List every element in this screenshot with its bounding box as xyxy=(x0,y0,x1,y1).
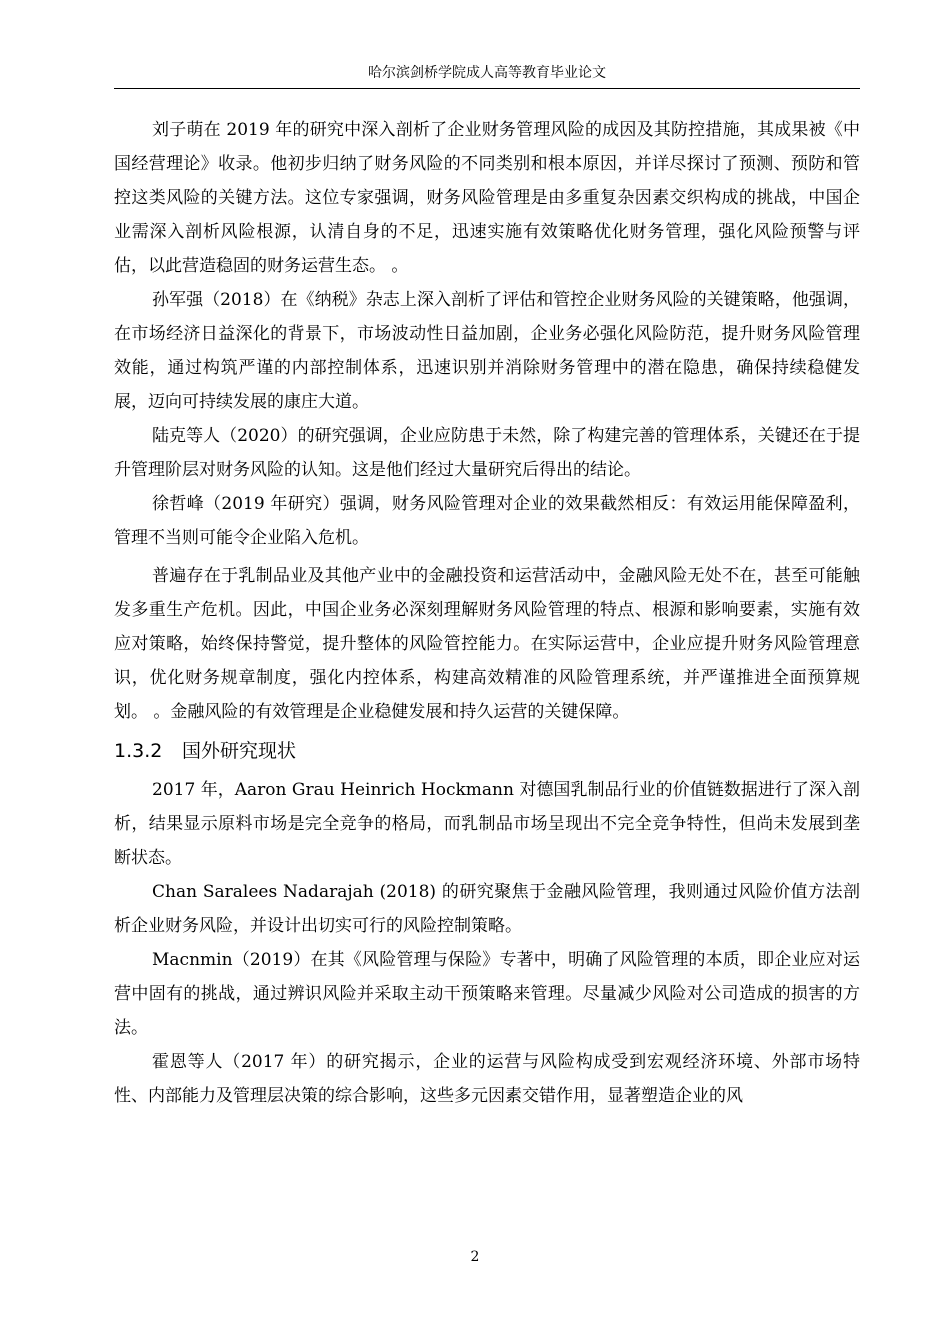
document-body xyxy=(114,113,860,1113)
paragraph-xu-zhefeng: 徐哲峰（2019 年研究）强调，财务风险管理对企业的效果截然相反：有效运用能保障盈利，管理不当则可能令企业陷入危机。 xyxy=(114,494,860,548)
page-header xyxy=(114,64,860,89)
paragraph-macnmin: Macnmin（2019）在其《风险管理与保险》专著中，明确了风险管理的本质，即企业应对运营中固有的挑战，通过辨识风险并采取主动干预策略来管理。尽量减少风险对公司造成的损害的方法。 xyxy=(114,950,860,1038)
section-number: 1.3.2 xyxy=(114,740,163,762)
paragraph-lu-ke: 陆克等人（2020）的研究强调，企业应防患于未然，除了构建完善的管理体系，关键还在于提升管理阶层对财务风险的认知。这是他们经过大量研究后得出的结论。 xyxy=(114,426,860,480)
paragraph-hockmann: 2017 年，Aaron Grau Heinrich Hockmann 对德国乳制品行业的价值链数据进行了深入剖析，结果显示原料市场是完全竞争的格局，而乳制品市场呈现出不完全竞争特性，但尚未发展到垄断状态。 xyxy=(114,780,860,868)
section-heading xyxy=(114,733,860,769)
paragraph-sun-junqiang: 孙军强（2018）在《纳税》杂志上深入剖析了评估和管控企业财务风险的关键策略，他强调，在市场经济日益深化的背景下，市场波动性日益加剧，企业务必强化风险防范，提升财务风险管理效能，通过构筑严谨的内部控制体系，迅速识别并消除财务管理中的潜在隐患，确保持续稳健发展，迈向可持续发展的康庄大道。 xyxy=(114,290,860,412)
paragraph-horn: 霍恩等人（2017 年）的研究揭示，企业的运营与风险构成受到宏观经济环境、外部市场特性、内部能力及管理层决策的综合影响，这些多元因素交错作用，显著塑造企业的风 xyxy=(114,1052,860,1106)
page-number: 2 xyxy=(470,1249,480,1265)
paragraph-financial-risk-summary: 普遍存在于乳制品业及其他产业中的金融投资和运营活动中，金融风险无处不在，甚至可能触发多重生产危机。因此，中国企业务必深刻理解财务风险管理的特点、根源和影响要素，实施有效应对策略，始终保持警觉，提升整体的风险管控能力。在实际运营中，企业应提升财务风险管理意识，优化财务规章制度，强化内控体系，构建高效精准的风险管理系统，并严谨推进全面预算规划。 。金融风险的有效管理是企业稳健发展和持久运营的关键保障。 xyxy=(114,566,860,722)
paragraph-nadarajah: Chan Saralees Nadarajah (2018) 的研究聚焦于金融风险管理，我则通过风险价值方法剖 析企业财务风险，并设计出切实可行的风险控制策略。 xyxy=(114,882,860,936)
header-title: 哈尔滨剑桥学院成人高等教育毕业论文 xyxy=(368,65,606,81)
paragraph-liu-zimeng: 刘子萌在 2019 年的研究中深入剖析了企业财务管理风险的成因及其防控措施，其成果被《中国经营理论》收录。他初步归纳了财务风险的不同类别和根本原因，并详尽探讨了预测、预防和管控这类风险的关键方法。这位专家强调，财务风险管理是由多重复杂因素交织构成的挑战，中国企业需深入剖析风险根源，认清自身的不足，迅速实施有效策略优化财务管理，强化风险预警与评估，以此营造稳固的财务运营生态。 。 xyxy=(114,120,860,276)
section-title: 国外研究现状 xyxy=(182,740,297,762)
